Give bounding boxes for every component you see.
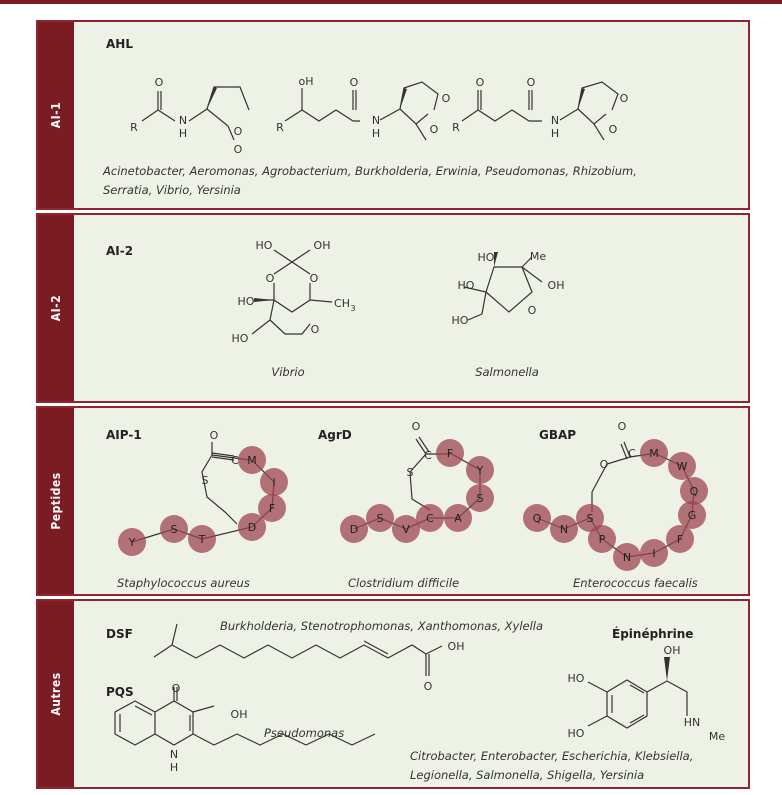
atom-o: O (423, 680, 433, 693)
atom-o: O (619, 92, 629, 105)
atom-c: C (628, 447, 636, 460)
ai1-tab: AI-1 (38, 22, 74, 208)
aip-residue-label: Y (128, 536, 136, 549)
gbap-residue-label: N (559, 523, 569, 536)
organism-agrd: Clostridium difficile (348, 576, 460, 590)
ai2-organism-salmonella: Salmonella (475, 365, 539, 379)
gbap-residue-label: P (598, 533, 606, 546)
ai1-panel (36, 20, 750, 210)
epinephrine-organisms-line2: Legionella, Salmonella, Shigella, Yersinia (410, 768, 645, 782)
atom-n: N (169, 748, 179, 761)
aip-residue-label: D (247, 521, 257, 534)
atom-c: C (231, 454, 239, 467)
organism-aip: Staphylococcus aureus (117, 576, 250, 590)
aip-residue-label: T (198, 533, 206, 546)
gbap-residue-label: Q (532, 512, 542, 525)
atom-o: O (171, 682, 181, 695)
atom-o: O (209, 429, 219, 442)
gbap-residue-label: N (622, 551, 632, 564)
epinephrine-organisms-line1: Citrobacter, Enterobacter, Escherichia, Klebsiella, (410, 749, 694, 763)
atom-oh: OH (313, 239, 331, 252)
gbap-residue-label: W (676, 460, 688, 473)
atom-ho: HO (255, 239, 273, 252)
atom-o: O (411, 420, 421, 433)
aip-residue-label: I (272, 476, 276, 489)
autres-panel (36, 599, 750, 789)
ai2-tab: AI-2 (38, 215, 74, 401)
atom-ho: HO (237, 295, 255, 308)
agrd-residue-label: D (349, 523, 359, 536)
atom-h: H (178, 127, 188, 140)
atom-o: O (617, 420, 627, 433)
agrd-title: AgrD (318, 428, 352, 442)
ai1-organisms-line2: Serratia, Vibrio, Yersinia (103, 183, 241, 197)
agrd-residue-label: C (426, 512, 434, 525)
pqs-title: PQS (106, 685, 134, 699)
atom-o: O (429, 123, 439, 136)
atom-o: O (309, 272, 319, 285)
atom-n: N (178, 114, 188, 127)
atom-r: R (276, 121, 284, 134)
atom-oh: OH (230, 708, 248, 721)
atom-ho: HO (567, 727, 585, 740)
gbap-residue-label: G (687, 509, 697, 522)
atom-me: Me (708, 730, 726, 743)
peptides-panel (36, 406, 750, 596)
ai1-organisms-line1: Acinetobacter, Aeromonas, Agrobacterium, Burkholderia, Erwinia, Pseudomonas, Rhizobium, (103, 164, 637, 178)
atom-ho: HO (231, 332, 249, 345)
atom-ho: HO (567, 672, 585, 685)
atom-oh: OH (663, 644, 681, 657)
atom-oh: oH (298, 75, 314, 88)
aip-residue-label: M (247, 454, 257, 467)
atom-o: O (527, 304, 537, 317)
atom-ho: HO (477, 251, 495, 264)
atom-o: O (349, 76, 359, 89)
atom-o: O (233, 143, 243, 156)
atom-n: N (371, 114, 381, 127)
atom-o: O (599, 458, 609, 471)
agrd-residue-label: S (376, 512, 384, 525)
ai2-structures (38, 215, 748, 401)
atom-o: O (233, 125, 243, 138)
autres-structures (38, 601, 748, 787)
atom-n: N (550, 114, 560, 127)
agrd-residue-label: A (454, 512, 462, 525)
dsf-title: DSF (106, 627, 133, 641)
agrd-residue-label: F (446, 447, 454, 460)
gbap-title: GBAP (539, 428, 577, 442)
aip-title: AIP-1 (106, 428, 142, 442)
gbap-residue-label: S (586, 512, 594, 525)
atom-o: O (310, 323, 320, 336)
atom-me: Me (529, 250, 547, 263)
aip-residue-label: F (268, 502, 276, 515)
atom-ho: HO (451, 314, 469, 327)
pqs-organism: Pseudomonas (264, 726, 345, 740)
peptides-tab: Peptides (38, 408, 74, 594)
epinephrine-title: Épinéphrine (612, 627, 694, 641)
atom-h: H (550, 127, 560, 140)
atom-o: O (475, 76, 485, 89)
autres-tab: Autres (38, 601, 74, 787)
atom-oh: OH (547, 279, 565, 292)
gbap-residue-label: M (649, 447, 659, 460)
ai1-title: AHL (106, 37, 133, 51)
atom-o: O (441, 92, 451, 105)
agrd-residue-label: S (476, 492, 484, 505)
atom-hn: HN (683, 716, 701, 729)
ai1-structures (38, 22, 748, 208)
atom-ch3: CH (334, 297, 350, 310)
ai2-title: AI-2 (106, 244, 134, 258)
atom-s: S (406, 466, 414, 479)
atom-o: O (526, 76, 536, 89)
atom-r: R (130, 121, 138, 134)
atom-o: O (154, 76, 164, 89)
top-rule (0, 0, 782, 4)
atom-ch3-sub: 3 (350, 304, 356, 313)
atom-c: C (424, 449, 432, 462)
peptides-structures (38, 408, 748, 594)
atom-o: O (608, 123, 618, 136)
atom-r: R (452, 121, 460, 134)
organism-gbap: Enterococcus faecalis (573, 576, 698, 590)
atom-s: S (201, 474, 209, 487)
agrd-residue-label: Y (476, 464, 484, 477)
atom-h: H (371, 127, 381, 140)
atom-h: H (169, 761, 179, 774)
atom-ho: HO (457, 279, 475, 292)
ai2-panel (36, 213, 750, 403)
atom-o: O (265, 272, 275, 285)
dsf-organisms: Burkholderia, Stenotrophomonas, Xanthomonas, Xylella (220, 619, 544, 633)
ai2-organism-vibrio: Vibrio (271, 365, 305, 379)
gbap-residue-label: Q (689, 485, 699, 498)
atom-oh: OH (447, 640, 465, 653)
gbap-residue-label: I (652, 547, 656, 560)
aip-residue-label: S (170, 523, 178, 536)
gbap-residue-label: F (676, 533, 684, 546)
agrd-residue-label: V (402, 523, 410, 536)
